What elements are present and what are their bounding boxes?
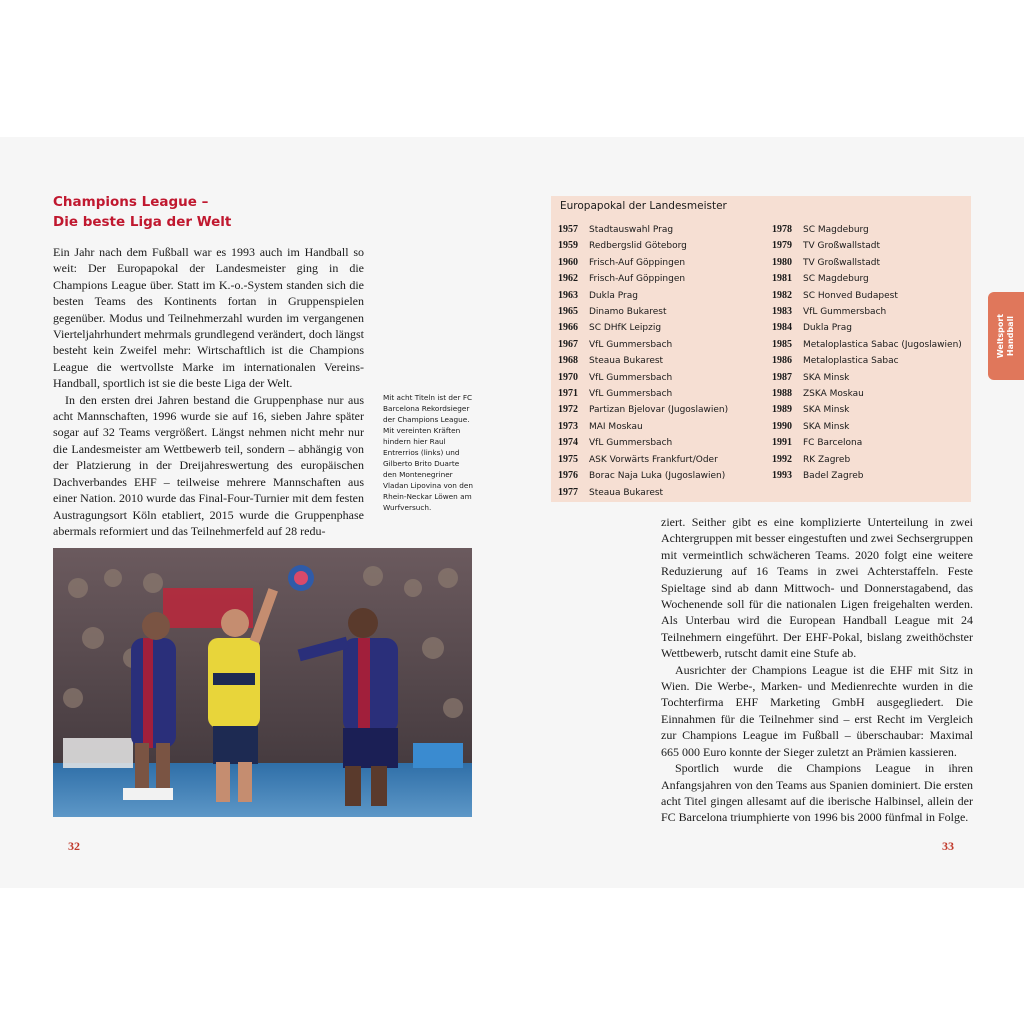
year: 1978: [772, 224, 792, 235]
list-item: [772, 288, 962, 304]
list-item: [558, 452, 728, 468]
book-spread: [0, 137, 1024, 888]
list-item: [772, 271, 962, 287]
team: Dukla Prag: [803, 323, 852, 334]
team: TV Großwallstadt: [803, 257, 881, 268]
handball-photo: [53, 548, 472, 817]
list-item: [558, 419, 728, 435]
heading-line: Die beste Liga der Welt: [53, 214, 232, 230]
team: SKA Minsk: [803, 372, 850, 383]
team: Steaua Bukarest: [589, 487, 664, 498]
body-paragraph: Sportlich wurde die Champions League in ihren Anfangsjahren von den Teams aus Spanien dominiert. Die ersten acht Titel gingen allesamt auf die iberische Halbinsel, allein der FC Barcelona triumphierte von 1996 bis 2000 fünfmal in Folge.: [661, 761, 973, 825]
page-number-right: 33: [942, 839, 954, 853]
team: SC Honved Budapest: [803, 290, 898, 301]
year: 1970: [558, 371, 578, 383]
champions-info-box: [551, 196, 971, 502]
list-item: [772, 370, 962, 386]
right-text-column: [661, 514, 973, 826]
team: FC Barcelona: [803, 438, 863, 449]
year: 1975: [558, 453, 578, 465]
list-item: [558, 435, 728, 451]
list-item: [772, 353, 962, 369]
year: 1973: [558, 420, 578, 432]
year: 1977: [558, 486, 578, 498]
team: Redbergslid Göteborg: [589, 241, 687, 252]
year: 1988: [772, 388, 792, 400]
left-text-column: [53, 244, 364, 539]
side-tab-line: Weltsport: [996, 313, 1005, 359]
list-item: [558, 353, 728, 369]
handball-photo-illustration: [53, 548, 472, 817]
team: SKA Minsk: [803, 405, 850, 416]
team: VfL Gummersbach: [589, 389, 673, 400]
list-item: [772, 435, 962, 451]
list-item: [558, 238, 728, 254]
team: VfL Gummersbach: [589, 438, 673, 449]
team: Borac Naja Luka (Jugoslawien): [589, 471, 726, 482]
list-item: [558, 304, 728, 320]
team: SC Magdeburg: [803, 274, 869, 285]
team: Badel Zagreb: [803, 471, 864, 482]
list-item: [772, 320, 962, 336]
list-item: [772, 304, 962, 320]
year: 1991: [772, 437, 792, 449]
year: 1987: [772, 371, 792, 383]
list-item: [772, 402, 962, 418]
team: RK Zagreb: [803, 454, 851, 465]
list-item: [772, 419, 962, 435]
list-item: [558, 468, 728, 484]
list-item: [772, 238, 962, 254]
page-number-left: 32: [68, 839, 80, 853]
list-item: [772, 222, 962, 238]
team: Frisch-Auf Göppingen: [589, 274, 686, 285]
year: 1959: [558, 240, 578, 252]
year: 1971: [558, 388, 578, 400]
year: 1990: [772, 420, 792, 432]
team: Steaua Bukarest: [589, 356, 664, 367]
heading-line: Champions League –: [53, 194, 209, 210]
list-item: [558, 288, 728, 304]
list-item: [772, 255, 962, 271]
team: VfL Gummersbach: [589, 372, 673, 383]
year: 1989: [772, 404, 792, 416]
list-item: [558, 370, 728, 386]
list-item: [558, 485, 728, 501]
team: ASK Vorwärts Frankfurt/Oder: [589, 454, 718, 465]
year: 1972: [558, 404, 578, 416]
body-paragraph: Ausrichter der Champions League ist die EHF mit Sitz in Wien. Die Werbe-, Marken- und Medienrechte wurden in die Tochterfirma EHF Marketing GmbH ausgegliedert. Die Einnahmen für die Teilnehmer sind – erst Recht im Vergleich zur Champions League im Fußball – überschaubar: Maximal 665 000 Euro konnte der Sieger zuletzt an Prämien kassieren.: [661, 662, 973, 759]
list-item: [558, 271, 728, 287]
team: ZSKA Moskau: [803, 389, 864, 400]
team: Stadtauswahl Prag: [589, 225, 674, 235]
list-item: [558, 386, 728, 402]
year: 1968: [558, 355, 578, 367]
team: MAI Moskau: [589, 421, 643, 432]
team: Metaloplastica Sabac: [803, 356, 899, 367]
team: VfL Gummersbach: [803, 307, 887, 318]
year: 1962: [558, 273, 578, 285]
year: 1976: [558, 470, 578, 482]
list-item: [558, 402, 728, 418]
team: TV Großwallstadt: [803, 241, 881, 252]
year: 1993: [772, 470, 792, 482]
team: VfL Gummersbach: [589, 339, 673, 350]
team: SC Magdeburg: [803, 225, 869, 235]
body-paragraph: Ein Jahr nach dem Fußball war es 1993 auch im Handball so weit: Der Europapokal der Landesmeister ging in die Champions League über. Statt im K.-o.-System standen sich die besten Teams des Kontinents fortan in Gruppenspielen gegenüber. Modus und Teilnehmerzahl wurden im vergangenen Vierteljahrhundert mehrmals grundlegend verändert, doch längst besteht kein Zweifel mehr: Wirtschaftlich ist die Champions League die wertvollste Marke im internationalen Vereins-Handball, sportlich ist sie die beste Liga der Welt.: [53, 245, 364, 391]
champions-list-column-1: [558, 222, 728, 501]
body-paragraph: ziert. Seither gibt es eine komplizierte Unterteilung in zwei Achtergruppen mit besser eingestuften und zwei Sechsergruppen mit vermeintlich schwächeren Teams. 2020 folgt eine weitere Reduzierung auf 16 Teams in zwei Achterstaffeln. Feste Spieltage sind ab dann Mittwoch- und Donnerstagabend, das Wochenende soll für die nationalen Ligen freigehalten werden. Als Unterbau wird die European Handball League mit 24 Teilnehmern eingeführt. Der EHF-Pokal, bislang zweithöchster Wettbewerb, rutscht damit eine Stufe ab.: [661, 515, 973, 661]
list-item: [772, 452, 962, 468]
year: 1980: [772, 256, 792, 268]
year: 1979: [772, 240, 792, 252]
year: 1966: [558, 322, 578, 334]
year: 1982: [772, 289, 792, 301]
year: 1981: [772, 273, 792, 285]
year: 1974: [558, 437, 578, 449]
section-heading: [53, 192, 373, 232]
list-item: [558, 337, 728, 353]
year: 1986: [772, 355, 792, 367]
year: 1985: [772, 338, 792, 350]
champions-list-column-2: [772, 222, 962, 485]
list-item: [772, 337, 962, 353]
team: Dukla Prag: [589, 290, 638, 301]
list-item: [772, 386, 962, 402]
year: 1965: [558, 306, 578, 318]
chapter-side-tab: [988, 292, 1024, 380]
side-tab-label: [996, 314, 1016, 358]
body-paragraph: In den ersten drei Jahren bestand die Gruppenphase nur aus acht Mannschaften, 1996 wurde sie auf 16, sieben Jahre später sogar auf 32 Teams vergrößert. Längst nehmen nicht mehr nur die Landesmeister am Wettbewerb teil, sondern – abhängig von der Platzierung in der Dreijahreswertung des europäischen Dachverbandes EHF – teilweise mehrere Mannschaften aus einer Nation. 2010 wurde das Final-Four-Turnier mit dem festen Austragungsort Köln etabliert, 2015 wurde die Gruppenphase abermals reformiert und das Teilnehmerfeld auf 28 redu-: [53, 392, 364, 538]
list-item: [772, 468, 962, 484]
year: 1967: [558, 338, 578, 350]
year: 1960: [558, 256, 578, 268]
year: 1992: [772, 453, 792, 465]
year: 1957: [558, 224, 578, 235]
team: Frisch-Auf Göppingen: [589, 257, 686, 268]
year: 1963: [558, 289, 578, 301]
team: SC DHfK Leipzig: [589, 323, 662, 334]
year: 1984: [772, 322, 792, 334]
year: 1983: [772, 306, 792, 318]
team: Partizan Bjelovar (Jugoslawien): [589, 405, 729, 416]
team: SKA Minsk: [803, 421, 850, 432]
team: Metaloplastica Sabac (Jugoslawien): [803, 339, 962, 350]
side-tab-line: Handball: [1006, 315, 1015, 357]
list-item: [558, 320, 728, 336]
list-item: [558, 255, 728, 271]
list-item: [558, 222, 728, 238]
photo-caption: Mit acht Titeln ist der FC Barcelona Rekordsieger der Champions League. Mit vereinten Kräften hindern hier Raul Entrerrios (links) und Gilberto Brito Duarte den Montenegriner Vladan Lipovina von den Rhein-Neckar Löwen am Wurfversuch.: [383, 393, 473, 512]
team: Dinamo Bukarest: [589, 307, 667, 318]
box-title: Europapokal der Landesmeister: [560, 200, 727, 212]
